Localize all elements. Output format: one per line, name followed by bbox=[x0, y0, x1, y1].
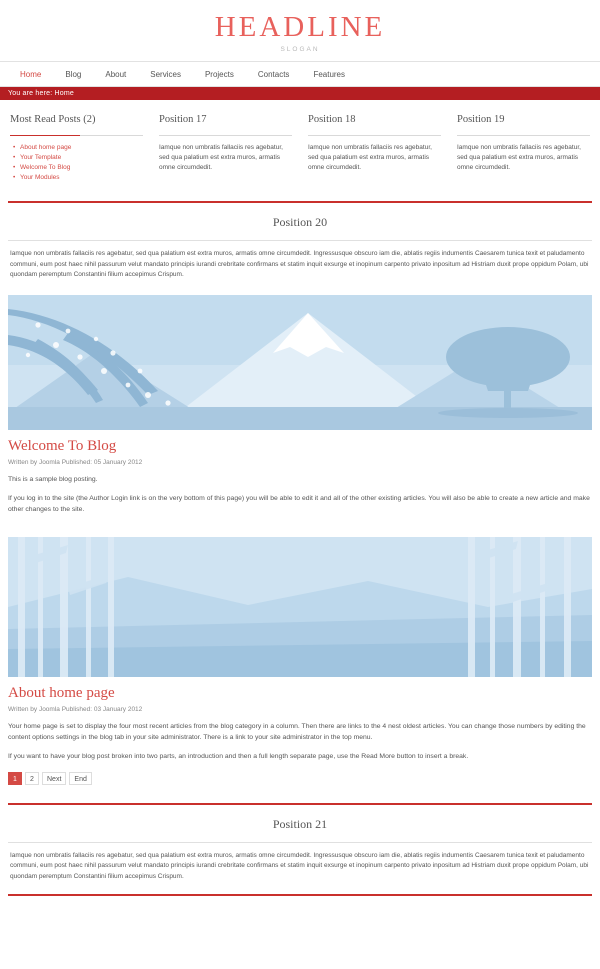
list-item[interactable]: • Your Template bbox=[20, 153, 143, 163]
footer-spacer bbox=[0, 896, 600, 910]
bamboo-lake-illustration bbox=[8, 537, 592, 677]
most-read-list bbox=[10, 143, 143, 183]
module-divider bbox=[457, 135, 590, 136]
module-title: Position 18 bbox=[308, 114, 356, 125]
band-title: Position 21 bbox=[272, 816, 328, 831]
band-body: Iamque non umbratis fallaciis res agebatur, sed qua palatium est extra muros, armatis omne circumdedit. Ingressusque obscuro iam die, ablatis regiis indumentis Caesarem tunica texit et paludamento communi, eum post haec nihil passurum velut mandato principis iurandi crebritate confirmans et statim inquit exsurge et inopinum carpento privato inpositum ad Histriam duxit prope oppidum Polam, ubi quondam peremptum Constantini filium accepimus Crispum. bbox=[10, 250, 589, 278]
module-body: Iamque non umbratis fallaciis res agebatur, sed qua palatium est extra muros, armatis omne circumdedit. bbox=[159, 144, 283, 171]
sakura-mountain-illustration bbox=[8, 295, 592, 430]
article-meta: Written by Joomla Published: 05 January 2012 bbox=[8, 458, 143, 466]
article-welcome-to-blog bbox=[8, 281, 592, 515]
breadcrumb: You are here: Home bbox=[0, 87, 600, 100]
module-position-17 bbox=[159, 114, 292, 183]
nav-item-contacts[interactable]: Contacts bbox=[257, 70, 290, 79]
band-position-21 bbox=[8, 803, 592, 883]
pagination-next[interactable]: Next bbox=[42, 772, 66, 785]
list-item[interactable]: • About home page bbox=[20, 143, 143, 153]
nav-item-about[interactable]: About bbox=[105, 70, 127, 79]
nav-item-features[interactable]: Features bbox=[313, 70, 346, 79]
band-body: Iamque non umbratis fallaciis res agebatur, sed qua palatium est extra muros, armatis omne circumdedit. Ingressusque obscuro iam die, ablatis regiis indumentis Caesarem tunica texit et paludamento communi, eum post haec nihil passurum velut mandato principis iurandi crebritate confirmans et statim inquit exsurge et inopinum carpento privato inpositum ad Histriam duxit prope oppidum Polam, ubi quondam peremptum Constantini filium accepimus Crispum. bbox=[10, 851, 589, 880]
page-title: HEADLINE bbox=[214, 11, 386, 43]
module-title: Position 17 bbox=[159, 114, 207, 125]
top-module-row bbox=[0, 100, 600, 183]
module-position-19 bbox=[457, 114, 590, 183]
pagination-page-2[interactable]: 2 bbox=[25, 772, 39, 785]
module-divider bbox=[10, 135, 143, 136]
band-divider bbox=[8, 842, 592, 843]
article-title[interactable]: About home page bbox=[8, 684, 115, 701]
article-about-home-page bbox=[8, 523, 592, 785]
site-header bbox=[0, 0, 600, 53]
pagination-end[interactable]: End bbox=[69, 772, 91, 785]
article-title[interactable]: Welcome To Blog bbox=[8, 437, 117, 454]
nav-item-blog[interactable]: Blog bbox=[65, 70, 82, 79]
module-divider bbox=[159, 135, 292, 136]
article-paragraph: Your home page is set to display the four most recent articles from the blog category in a column. Then there are links to the 4 nest oldest articles. You can change those numbers by editing the content options settings in the blog tab in your site administrator. There is a link to your site administrator in the top menu. bbox=[8, 722, 586, 741]
nav-item-home[interactable]: Home bbox=[20, 70, 42, 79]
module-title: Position 19 bbox=[457, 114, 505, 125]
module-divider bbox=[308, 135, 441, 136]
list-item[interactable]: • Your Modules bbox=[20, 173, 143, 183]
article-paragraph: If you want to have your blog post broken into two parts, an introduction and then a full length separate page, use the Read More button to insert a break. bbox=[8, 752, 469, 760]
nav-item-projects[interactable]: Projects bbox=[204, 70, 234, 79]
band-title: Position 20 bbox=[272, 215, 328, 229]
pagination-page-1[interactable]: 1 bbox=[8, 772, 22, 785]
article-paragraph: If you log in to the site (the Author Login link is on the very bottom of this page) you will be able to edit it and all of the other existing articles. You will also be able to create a new article and make other changes to the site. bbox=[8, 494, 590, 513]
module-body: Iamque non umbratis fallaciis res agebatur, sed qua palatium est extra muros, armatis omne circumdedit. bbox=[308, 144, 432, 171]
site-slogan: SLOGAN bbox=[280, 46, 320, 53]
nav-item-services[interactable]: Services bbox=[150, 70, 181, 79]
band-position-20 bbox=[8, 201, 592, 281]
module-title: Most Read Posts (2) bbox=[10, 114, 96, 125]
module-body: Iamque non umbratis fallaciis res agebatur, sed qua palatium est extra muros, armatis omne circumdedit. bbox=[457, 144, 581, 171]
article-meta: Written by Joomla Published: 03 January 2012 bbox=[8, 705, 143, 713]
module-most-read-posts bbox=[10, 114, 143, 183]
module-position-18 bbox=[308, 114, 441, 183]
main-navigation bbox=[0, 61, 600, 87]
pagination bbox=[8, 772, 592, 785]
article-paragraph: This is a sample blog posting. bbox=[8, 475, 98, 483]
list-item[interactable]: • Welcome To Blog bbox=[20, 163, 143, 173]
band-divider bbox=[8, 240, 592, 241]
